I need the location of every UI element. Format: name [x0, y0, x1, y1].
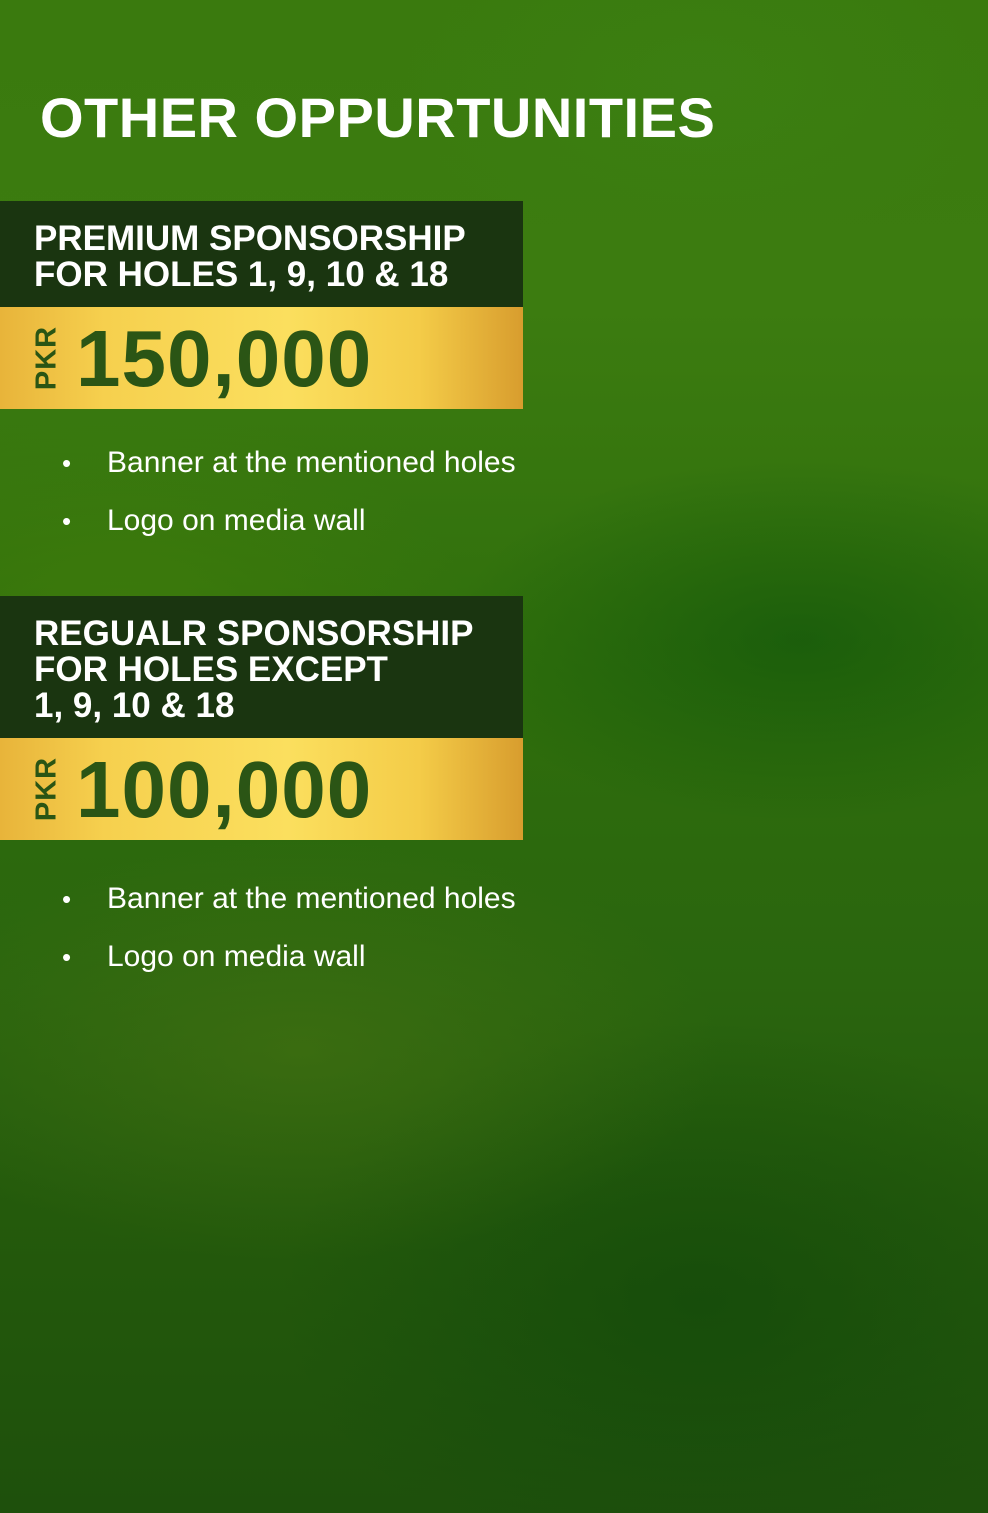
- benefit-item: [0, 501, 700, 541]
- tier-heading: [0, 596, 523, 738]
- regular-sponsorship-tier: [0, 596, 523, 840]
- bullet-icon: •: [62, 448, 72, 478]
- tier-heading-line: REGUALR SPONSORSHIP: [34, 614, 474, 653]
- premium-benefits-list: [0, 443, 700, 559]
- tier-heading-line: FOR HOLES EXCEPT: [34, 650, 388, 689]
- premium-sponsorship-tier: [0, 201, 523, 409]
- benefit-text: Logo on media wall: [107, 940, 366, 973]
- tier-heading-line: FOR HOLES 1, 9, 10 & 18: [34, 255, 449, 294]
- benefit-item: [0, 937, 700, 977]
- price-band: [0, 738, 523, 840]
- price-band: [0, 307, 523, 409]
- benefit-text: Banner at the mentioned holes: [107, 446, 516, 479]
- tier-heading-line: 1, 9, 10 & 18: [34, 686, 235, 725]
- bullet-icon: •: [62, 884, 72, 914]
- benefit-item: [0, 443, 700, 483]
- bullet-icon: •: [62, 506, 72, 536]
- benefit-text: Logo on media wall: [107, 504, 366, 537]
- tier-heading-line: PREMIUM SPONSORSHIP: [34, 219, 466, 258]
- currency-label: PKR: [30, 325, 63, 391]
- benefit-item: [0, 879, 700, 919]
- price-amount: 100,000: [76, 745, 373, 834]
- benefit-text: Banner at the mentioned holes: [107, 882, 516, 915]
- page-title: OTHER OPPURTUNITIES: [40, 86, 716, 149]
- bullet-icon: •: [62, 942, 72, 972]
- currency-label: PKR: [30, 756, 63, 822]
- price-amount: 150,000: [76, 314, 373, 403]
- regular-benefits-list: [0, 879, 700, 995]
- tier-heading: [0, 201, 523, 307]
